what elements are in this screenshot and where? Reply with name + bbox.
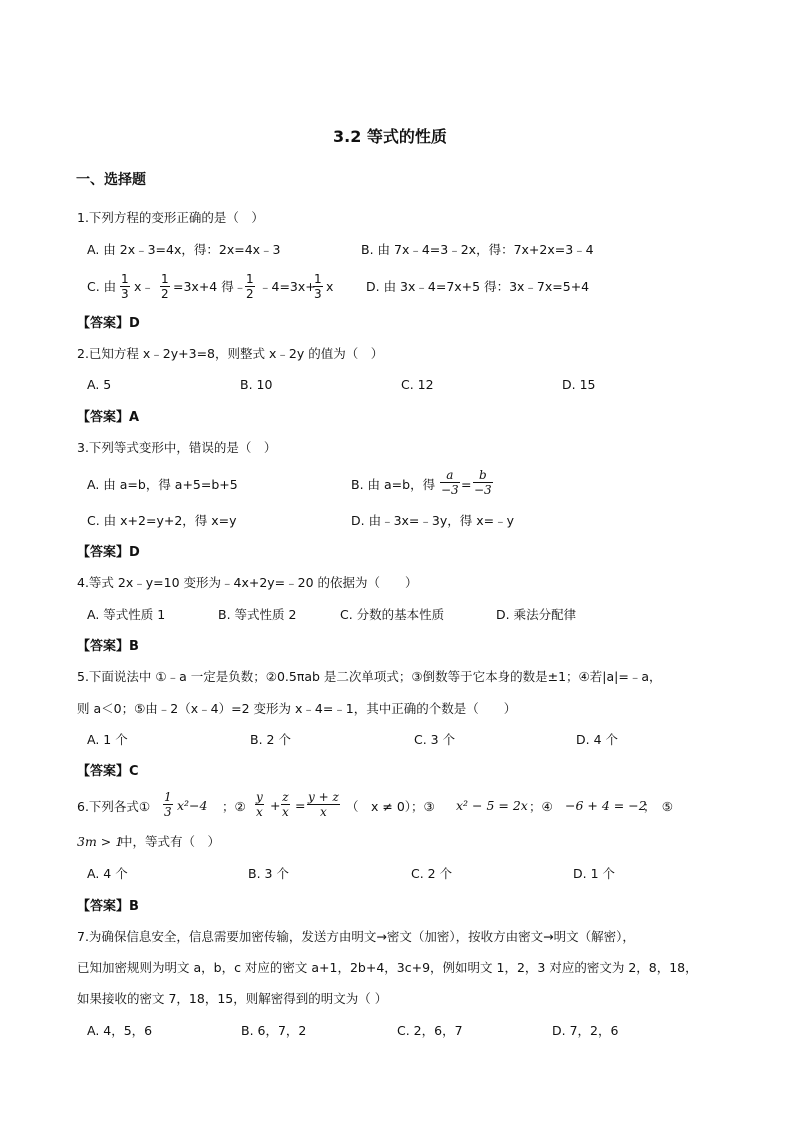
separator-1: ；② xyxy=(222,799,246,814)
question-stem-line-2: 已知加密规则为明文 a，b，c 对应的密文 a+1，2b+4，3c+9，例如明文 1，2，3 对应的密文为 2，8，18， xyxy=(77,960,698,975)
option-d: D. 由 3x﹣4=7x+5 得：3x﹣7x=5+4 xyxy=(366,279,590,294)
option-a: A. 4 个 xyxy=(87,866,128,881)
option-d: D. 7，2，6 xyxy=(552,1023,619,1038)
option-d: D. 1 个 xyxy=(573,866,615,881)
answer: 【答案】B xyxy=(77,899,139,914)
answer: 【答案】B xyxy=(77,639,139,654)
option-b: B. 10 xyxy=(240,377,273,392)
question-stem-line-1: 5.下面说法中 ①﹣a 一定是负数；②0.5πab 是二次单项式；③倒数等于它本身的数是±1；④若|a|=﹣a， xyxy=(77,669,662,684)
answer: 【答案】C xyxy=(77,764,139,779)
option-a: A. 1 个 xyxy=(87,732,128,747)
option-a: A. 4，5，6 xyxy=(87,1023,153,1038)
option-c-fraction-1: $\frac{1}{3}$ xyxy=(121,272,129,301)
formula-5: 3m > 1 xyxy=(77,834,124,849)
question-stem: 2.已知方程 x﹣2y+3=8，则整式 x﹣2y 的值为（ ） xyxy=(77,346,384,361)
option-b: B. 2 个 xyxy=(250,732,291,747)
answer: 【答案】D xyxy=(77,545,140,560)
answer: 【答案】A xyxy=(77,410,140,425)
option-a: A. 等式性质 1 xyxy=(87,607,166,622)
option-d: D. 4 个 xyxy=(576,732,618,747)
question-stem: 1.下列方程的变形正确的是（ ） xyxy=(77,210,264,225)
option-c-text-2: =3x+4 得﹣ xyxy=(173,279,247,294)
separator-3: ；④ xyxy=(529,799,553,814)
option-c-label: C. 由 xyxy=(87,279,117,294)
option-d: D. 乘法分配律 xyxy=(496,607,577,622)
option-a: A. 由 2x﹣3=4x，得：2x=4x﹣3 xyxy=(87,242,281,257)
formula-2-fraction-1: $\frac{y}{x}$ xyxy=(256,790,263,819)
option-c-fraction-3: $\frac{1}{2}$ xyxy=(246,272,254,301)
option-c-text-3: ﹣4=3x+ xyxy=(259,279,316,294)
formula-1-fraction: $\frac{1}{3}$ xyxy=(164,790,172,819)
option-b-equals: = xyxy=(461,477,472,492)
option-c-text-1: x﹣ xyxy=(134,279,154,294)
option-c: C. 2 个 xyxy=(411,866,453,881)
question-stem: 4.等式 2x﹣y=10 变形为﹣4x+2y=﹣20 的依据为（ ） xyxy=(77,575,418,590)
option-b: B. 由 7x﹣4=3﹣2x，得：7x+2x=3﹣4 xyxy=(361,242,594,257)
question-stem-suffix: 中，等式有（ ） xyxy=(120,834,221,849)
option-d: D. 由﹣3x=﹣3y，得 x=﹣y xyxy=(351,513,514,528)
question-stem: 3.下列等式变形中，错误的是（ ） xyxy=(77,440,277,455)
option-b-label: B. 由 a=b，得 xyxy=(351,477,436,492)
formula-2-plus: + xyxy=(270,798,281,813)
formula-4: −6 + 4 = −2 xyxy=(565,798,647,813)
formula-2-equals: = xyxy=(295,798,306,813)
formula-2-fraction-3: $\frac{y + z}{x}$ xyxy=(308,790,339,819)
option-d: D. 15 xyxy=(562,377,596,392)
page-title: 3.2 等式的性质 xyxy=(333,127,447,146)
option-a: A. 5 xyxy=(87,377,112,392)
formula-2-condition: （ x ≠ 0）；③ xyxy=(346,799,435,814)
option-c-text-4: x xyxy=(326,279,334,294)
formula-1-rest: x²−4 xyxy=(177,798,208,813)
option-b-fraction-1: $\frac{a}{-3}$ xyxy=(441,468,459,497)
question-stem-prefix: 6.下列各式① xyxy=(77,799,151,814)
option-b: B. 等式性质 2 xyxy=(218,607,297,622)
answer: 【答案】D xyxy=(77,316,140,331)
option-c-fraction-4: $\frac{1}{3}$ xyxy=(314,272,322,301)
option-c: C. 2，6，7 xyxy=(397,1023,463,1038)
option-c: C. 由 x+2=y+2，得 x=y xyxy=(87,513,237,528)
option-c: C. 12 xyxy=(401,377,434,392)
option-b: B. 6，7，2 xyxy=(241,1023,307,1038)
formula-2-fraction-2: $\frac{z}{x}$ xyxy=(282,790,289,819)
question-stem-line-3: 如果接收的密文 7，18，15，则解密得到的明文为（ ） xyxy=(77,991,388,1006)
question-stem-line-1: 7.为确保信息安全，信息需要加密传输，发送方由明文→密文（加密），按收方由密文→明文（解密）， xyxy=(77,929,635,944)
option-a: A. 由 a=b，得 a+5=b+5 xyxy=(87,477,238,492)
section-heading: 一、选择题 xyxy=(76,172,146,188)
option-c: C. 3 个 xyxy=(414,732,456,747)
formula-3: x² − 5 = 2x xyxy=(456,798,528,813)
question-stem-line-2: 则 a＜0；⑤由﹣2（x﹣4）=2 变形为 x﹣4=﹣1，其中正确的个数是（ ） xyxy=(77,701,517,716)
option-c-fraction-2: $\frac{1}{2}$ xyxy=(161,272,169,301)
option-b-fraction-2: $\frac{b}{-3}$ xyxy=(474,468,492,497)
option-b: B. 3 个 xyxy=(248,866,289,881)
separator-4: ； ⑤ xyxy=(643,799,673,814)
option-c: C. 分数的基本性质 xyxy=(340,607,445,622)
